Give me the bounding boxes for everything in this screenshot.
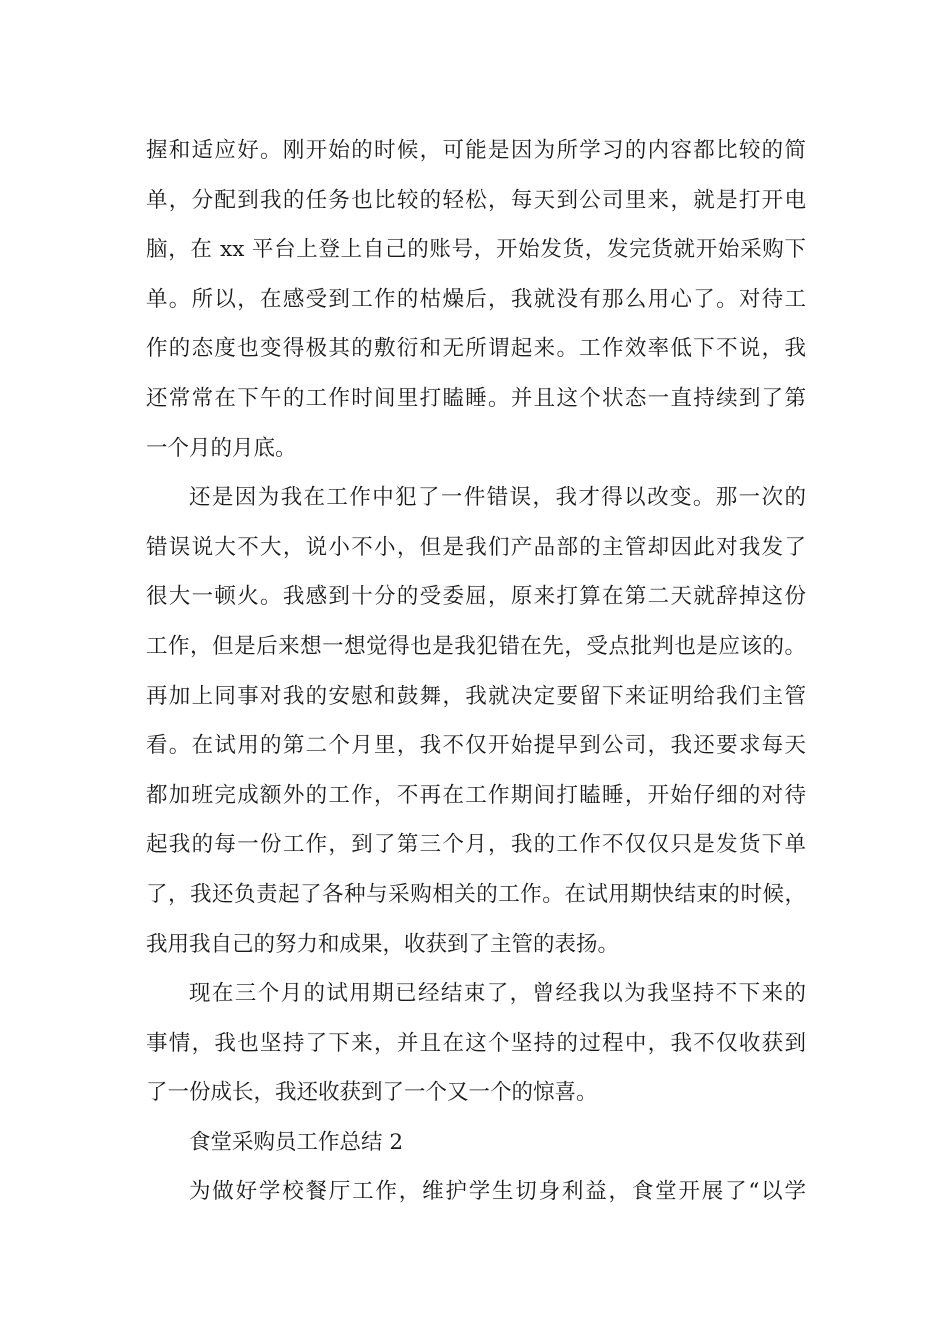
text-line: 作的态度也变得极其的敷衍和无所谓起来。工作效率低下不说，我 bbox=[146, 336, 806, 362]
text-line: 一个月的月底。 bbox=[146, 435, 297, 461]
text-line: 再加上同事对我的安慰和鼓舞，我就决定要留下来证明给我们主管 bbox=[146, 683, 806, 709]
text-line: 了一份成长，我还收获到了一个又一个的惊喜。 bbox=[146, 1080, 598, 1106]
text-line: 单，分配到我的任务也比较的轻松，每天到公司里来，就是打开电 bbox=[146, 187, 806, 213]
text-line: 错误说大不大，说小不小，但是我们产品部的主管却因此对我发了 bbox=[146, 534, 806, 560]
text-line: 食堂采购员工作总结 2 bbox=[189, 1129, 404, 1155]
text-line: 还常常在下午的工作时间里打瞌睡。并且这个状态一直持续到了第 bbox=[146, 385, 806, 411]
text-line: 事情，我也坚持了下来，并且在这个坚持的过程中，我不仅收获到 bbox=[146, 1030, 806, 1056]
text-line: 看。在试用的第二个月里，我不仅开始提早到公司，我还要求每天 bbox=[146, 733, 806, 759]
text-line: 现在三个月的试用期已经结束了，曾经我以为我坚持不下来的 bbox=[189, 981, 806, 1007]
text-line: 起我的每一份工作，到了第三个月，我的工作不仅仅只是发货下单 bbox=[146, 832, 806, 858]
text-line: 单。所以，在感受到工作的枯燥后，我就没有那么用心了。对待工 bbox=[146, 286, 806, 312]
text-line: 都加班完成额外的工作，不再在工作期间打瞌睡，开始仔细的对待 bbox=[146, 782, 806, 808]
text-line: 握和适应好。刚开始的时候，可能是因为所学习的内容都比较的简 bbox=[146, 138, 806, 163]
text-line: 我用我自己的努力和成果，收获到了主管的表扬。 bbox=[146, 931, 620, 957]
text-line: 还是因为我在工作中犯了一件错误，我才得以改变。那一次的 bbox=[189, 485, 806, 511]
text-line: 工作，但是后来想一想觉得也是我犯错在先，受点批判也是应该的。 bbox=[146, 633, 806, 659]
text-line: 很大一顿火。我感到十分的受委屈，原来打算在第二天就辞掉这份 bbox=[146, 584, 806, 610]
text-line: 了，我还负责起了各种与采购相关的工作。在试用期快结束的时候， bbox=[146, 881, 806, 907]
text-line: 为做好学校餐厅工作，维护学生切身利益，食堂开展了“以学 bbox=[189, 1179, 806, 1205]
text-line: 脑，在 xx 平台上登上自己的账号，开始发货，发完货就开始采购下 bbox=[146, 237, 806, 263]
document-body-text bbox=[146, 126, 806, 1217]
